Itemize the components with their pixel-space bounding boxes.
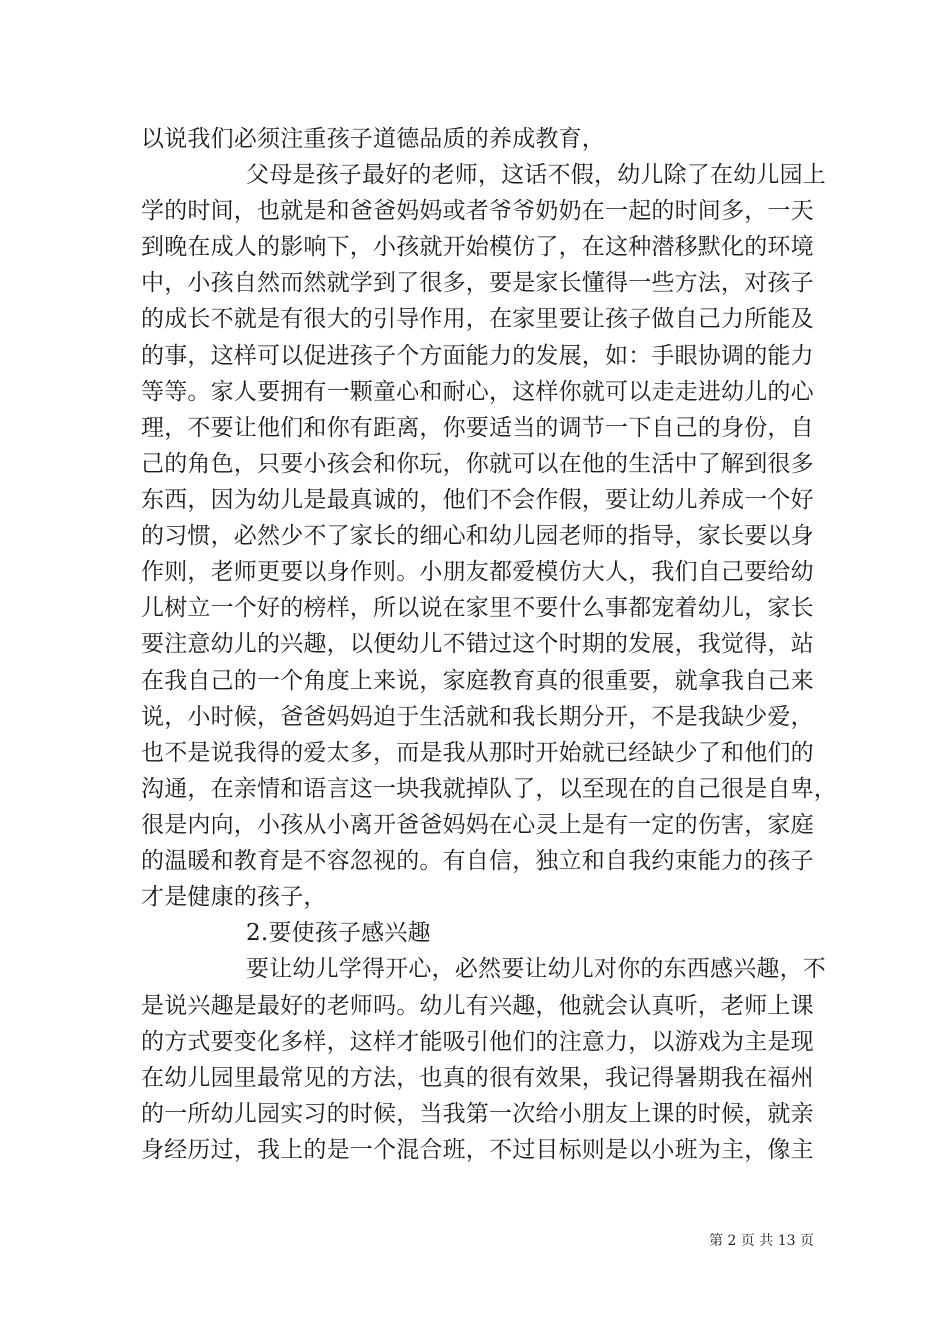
text-line: 学的时间，也就是和爸爸妈妈或者爷爷奶奶在一起的时间多，一天 xyxy=(141,198,814,224)
section-heading: 2.要使孩子感兴趣 xyxy=(246,920,431,946)
page-number-footer: 第 2 页 共 13 页 xyxy=(709,1233,814,1249)
text-line: 中，小孩自然而然就学到了很多，要是家长懂得一些方法，对孩子 xyxy=(141,270,814,296)
text-line: 以说我们必须注重孩子道德品质的养成教育， xyxy=(141,126,605,152)
text-line: 在幼儿园里最常见的方法，也真的很有效果，我记得暑期我在福州 xyxy=(141,1065,814,1091)
text-line: 才是健康的孩子， xyxy=(141,884,327,910)
text-line: 是说兴趣是最好的老师吗。幼儿有兴趣，他就会认真听，老师上课 xyxy=(141,993,814,1019)
text-line: 在我自己的一个角度上来说，家庭教育真的很重要，就拿我自己来 xyxy=(141,668,814,694)
text-line: 理，不要让他们和你有距离，你要适当的调节一下自己的身份，自 xyxy=(141,415,814,441)
text-line: 的一所幼儿园实习的时候，当我第一次给小朋友上课的时候，就亲 xyxy=(141,1101,814,1127)
text-line: 等等。家人要拥有一颗童心和耐心，这样你就可以走走进幼儿的心 xyxy=(141,379,814,405)
paragraph-first-line: 父母是孩子最好的老师，这话不假，幼儿除了在幼儿园上 xyxy=(246,162,826,188)
text-line: 的习惯，必然少不了家长的细心和幼儿园老师的指导，家长要以身 xyxy=(141,523,814,549)
text-line: 到晚在成人的影响下，小孩就开始模仿了，在这种潜移默化的环境 xyxy=(141,234,814,260)
text-line: 东西，因为幼儿是最真诚的，他们不会作假，要让幼儿养成一个好 xyxy=(141,487,814,513)
text-line: 儿树立一个好的榜样，所以说在家里不要什么事都宠着幼儿，家长 xyxy=(141,595,814,621)
text-line: 己的角色，只要小孩会和你玩，你就可以在他的生活中了解到很多 xyxy=(141,451,814,477)
paragraph-first-line: 要让幼儿学得开心，必然要让幼儿对你的东西感兴趣，不 xyxy=(246,956,826,982)
text-line: 身经历过，我上的是一个混合班，不过目标则是以小班为主，像主 xyxy=(141,1137,814,1163)
text-line: 要注意幼儿的兴趣，以便幼儿不错过这个时期的发展，我觉得，站 xyxy=(141,631,814,657)
text-line: 作则，老师更要以身作则。小朋友都爱模仿大人，我们自己要给幼 xyxy=(141,559,814,585)
text-line: 沟通，在亲情和语言这一块我就掉队了，以至现在的自己很是自卑， xyxy=(141,776,837,802)
text-line: 也不是说我得的爱太多，而是我从那时开始就已经缺少了和他们的 xyxy=(141,740,814,766)
text-line: 的温暖和教育是不容忽视的。有自信，独立和自我约束能力的孩子 xyxy=(141,848,814,874)
text-line: 的方式要变化多样，这样才能吸引他们的注意力，以游戏为主是现 xyxy=(141,1029,814,1055)
text-line: 说，小时候，爸爸妈妈迫于生活就和我长期分开，不是我缺少爱， xyxy=(141,704,814,730)
text-line: 的事，这样可以促进孩子个方面能力的发展，如：手眼协调的能力 xyxy=(141,343,814,369)
text-line: 的成长不就是有很大的引导作用，在家里要让孩子做自己力所能及 xyxy=(141,306,814,332)
text-line: 很是内向，小孩从小离开爸爸妈妈在心灵上是有一定的伤害，家庭 xyxy=(141,812,814,838)
